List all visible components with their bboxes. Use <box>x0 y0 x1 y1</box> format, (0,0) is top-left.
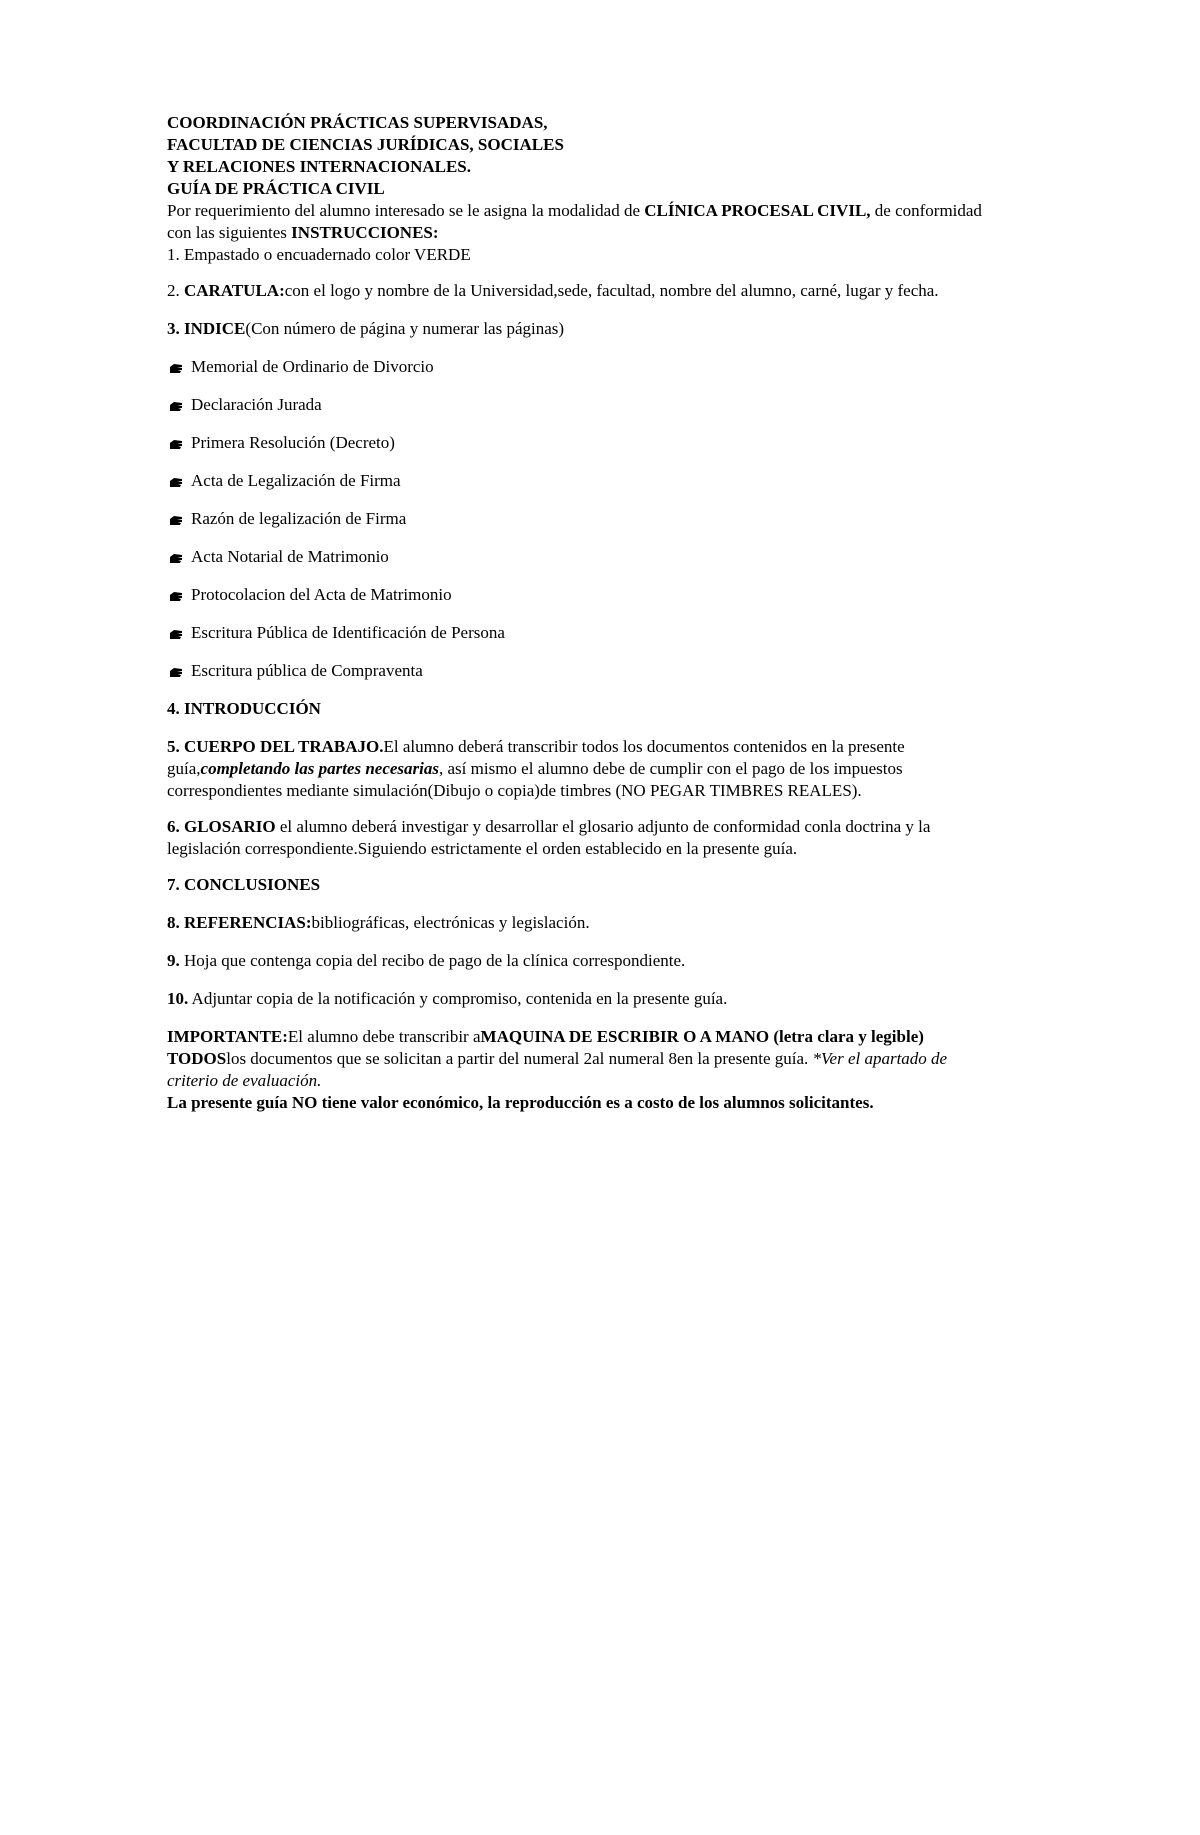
index-item-label: Declaración Jurada <box>191 395 322 414</box>
index-item-label: Primera Resolución (Decreto) <box>191 433 395 452</box>
list-item <box>167 584 1112 606</box>
item-3-label: 3. INDICE <box>167 319 246 338</box>
guide-title: GUÍA DE PRÁCTICA CIVIL <box>167 179 385 198</box>
pointing-hand-icon <box>169 401 183 410</box>
item-3 <box>167 318 1112 340</box>
header-line-2: FACULTAD DE CIENCIAS JURÍDICAS, SOCIALES <box>167 135 564 154</box>
item-5 <box>167 736 1112 802</box>
item-10-label: 10. <box>167 989 189 1008</box>
item-1: 1. Empastado o encuadernado color VERDE <box>167 245 471 264</box>
important-text-2: los documentos que se solicitan a partir del numeral 2al numeral 8en la presente guía. <box>226 1049 813 1068</box>
important-italic-2: criterio de evaluación. <box>167 1071 322 1090</box>
item-9 <box>167 950 1112 972</box>
item-5-text-2: guía, <box>167 759 201 778</box>
index-item-label: Escritura pública de Compraventa <box>191 661 423 680</box>
item-9-text: Hoja que contenga copia del recibo de pago de la clínica correspondiente. <box>179 951 686 970</box>
index-item-label: Acta de Legalización de Firma <box>191 471 401 490</box>
item-5-label: 5. CUERPO DEL TRABAJO. <box>167 737 384 756</box>
intro-paragraph <box>167 200 1112 244</box>
intro-text-3: con las siguientes <box>167 223 292 242</box>
item-2-number: 2. <box>167 281 184 300</box>
important-italic-1: *Ver el apartado de <box>812 1049 948 1068</box>
list-item <box>167 660 1112 682</box>
index-item-label: Acta Notarial de Matrimonio <box>191 547 389 566</box>
document-page <box>167 112 1112 1114</box>
intro-modality: CLÍNICA PROCESAL CIVIL, <box>644 201 871 220</box>
header-line-3: Y RELACIONES INTERNACIONALES. <box>167 157 472 176</box>
item-2-label: CARATULA: <box>184 281 285 300</box>
item-2 <box>167 280 1112 302</box>
header-block <box>167 112 1112 200</box>
item-6-label: 6. GLOSARIO <box>167 817 276 836</box>
pointing-hand-icon <box>169 553 183 562</box>
item-4: 4. INTRODUCCIÓN <box>167 699 321 718</box>
index-list <box>167 356 1112 682</box>
list-item <box>167 356 1112 378</box>
important-bold-2: TODOS <box>167 1049 227 1068</box>
item-10 <box>167 988 1112 1010</box>
instructions-label: INSTRUCCIONES: <box>291 223 439 242</box>
list-item <box>167 622 1112 644</box>
pointing-hand-icon <box>169 667 183 676</box>
important-final: La presente guía NO tiene valor económico, la reproducción es a costo de los alumnos solicitantes. <box>167 1093 874 1112</box>
pointing-hand-icon <box>169 477 183 486</box>
item-5-text-4: correspondientes mediante simulación(Dibujo o copia)de timbres (NO PEGAR TIMBRES REALES). <box>167 781 862 800</box>
intro-text-1: Por requerimiento del alumno interesado se le asigna la modalidad de <box>167 201 645 220</box>
item-6 <box>167 816 1112 860</box>
important-text-1: El alumno debe transcribir a <box>287 1027 481 1046</box>
intro-text-2: de conformidad <box>870 201 982 220</box>
index-item-label: Memorial de Ordinario de Divorcio <box>191 357 434 376</box>
item-10-text: Adjuntar copia de la notificación y compromiso, contenida en la presente guía. <box>188 989 728 1008</box>
item-7: 7. CONCLUSIONES <box>167 875 321 894</box>
item-8-text: bibliográficas, electrónicas y legislación. <box>311 913 590 932</box>
pointing-hand-icon <box>169 363 183 372</box>
item-5-emphasis: completando las partes necesarias <box>200 759 439 778</box>
index-item-label: Razón de legalización de Firma <box>191 509 407 528</box>
index-item-label: Protocolacion del Acta de Matrimonio <box>191 585 452 604</box>
important-bold-1: MAQUINA DE ESCRIBIR O A MANO (letra clara y legible) <box>480 1027 924 1046</box>
list-item <box>167 546 1112 568</box>
item-6-text-2: legislación correspondiente.Siguiendo estrictamente el orden establecido en la presente guía. <box>167 839 798 858</box>
item-9-label: 9. <box>167 951 180 970</box>
index-item-label: Escritura Pública de Identificación de Persona <box>191 623 505 642</box>
list-item <box>167 470 1112 492</box>
list-item <box>167 508 1112 530</box>
pointing-hand-icon <box>169 439 183 448</box>
item-8-label: 8. REFERENCIAS: <box>167 913 312 932</box>
list-item <box>167 394 1112 416</box>
item-5-text-1: El alumno deberá transcribir todos los documentos contenidos en la presente <box>383 737 905 756</box>
list-item <box>167 432 1112 454</box>
item-3-text: (Con número de página y numerar las páginas) <box>245 319 565 338</box>
item-6-text-1: el alumno deberá investigar y desarrollar el glosario adjunto de conformidad conla doctrina y la <box>275 817 931 836</box>
header-line-1: COORDINACIÓN PRÁCTICAS SUPERVISADAS, <box>167 113 548 132</box>
item-5-text-3: , así mismo el alumno debe de cumplir con el pago de los impuestos <box>439 759 903 778</box>
item-2-text: con el logo y nombre de la Universidad,sede, facultad, nombre del alumno, carné, lugar y fecha. <box>284 281 939 300</box>
pointing-hand-icon <box>169 515 183 524</box>
important-label: IMPORTANTE: <box>167 1027 288 1046</box>
important-note <box>167 1026 1112 1114</box>
pointing-hand-icon <box>169 629 183 638</box>
pointing-hand-icon <box>169 591 183 600</box>
item-8 <box>167 912 1112 934</box>
